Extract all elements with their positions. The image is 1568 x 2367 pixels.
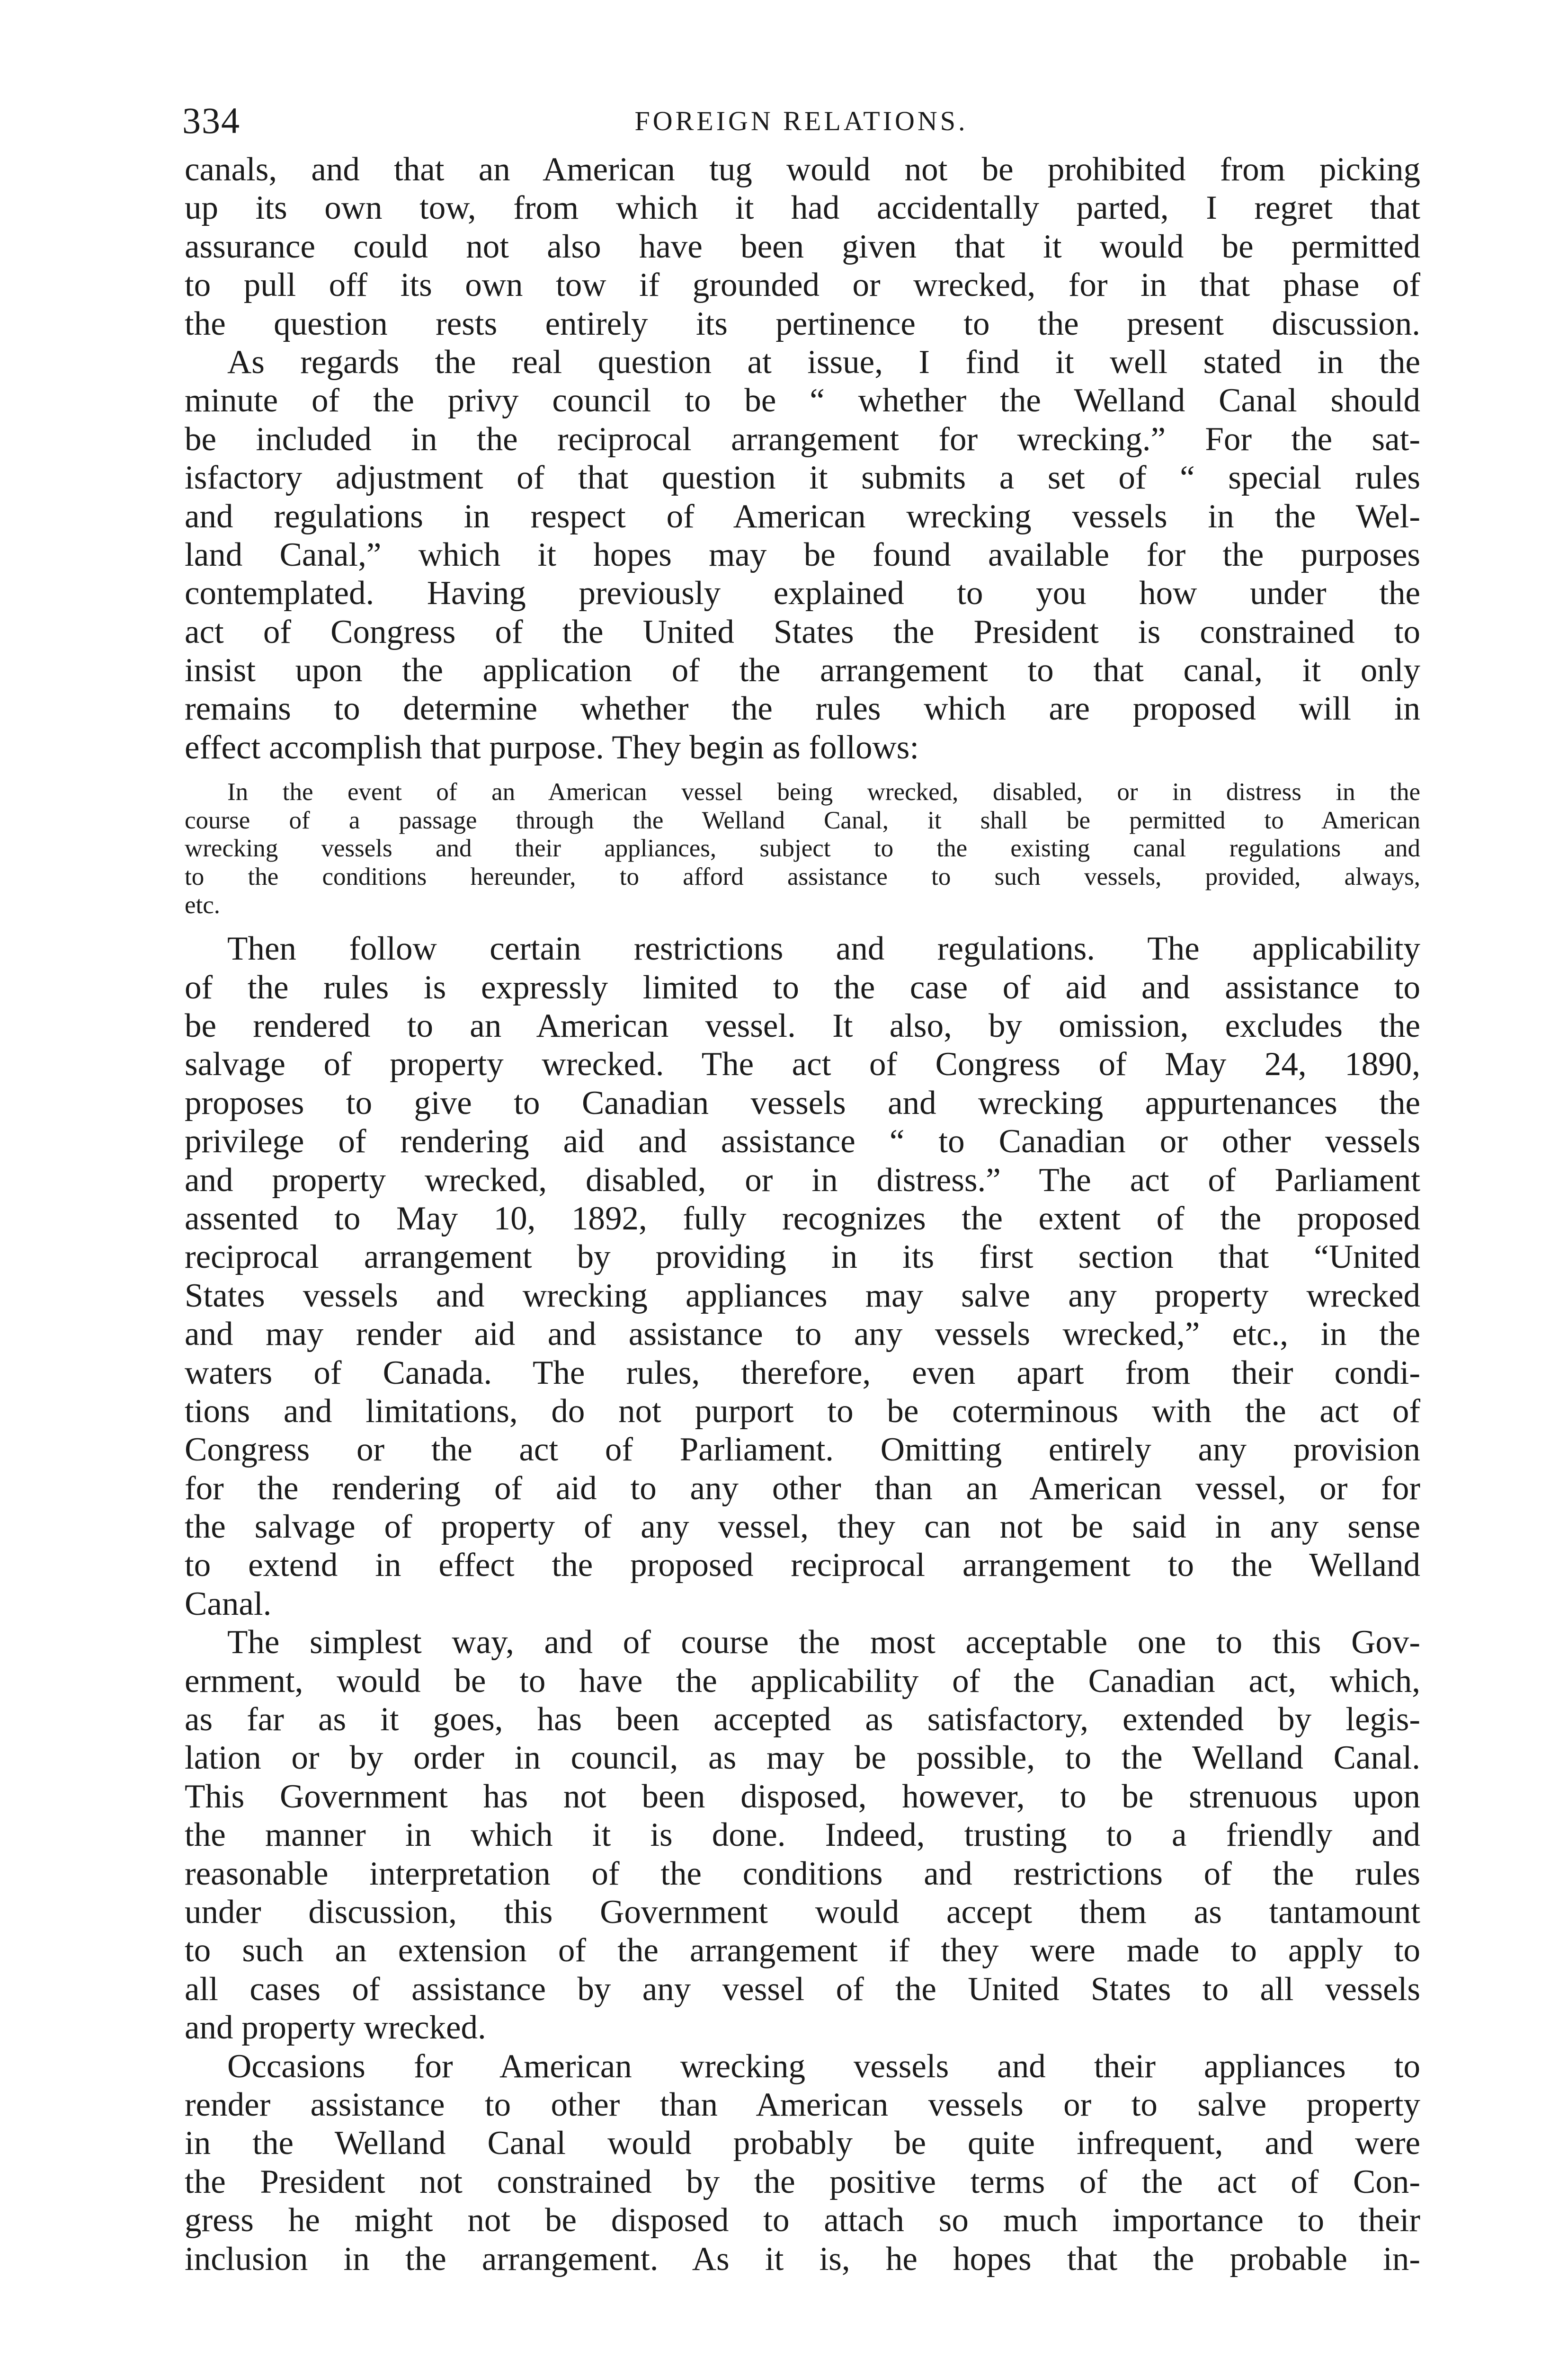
text-line: the President not constrained by the positive terms of the act of Con- — [185, 2163, 1420, 2200]
text-line: States vessels and wrecking appliances may salve any property wrecked — [185, 1277, 1420, 1314]
text-line: the question rests entirely its pertinence to the present discussion. — [185, 305, 1420, 342]
text-line: gress he might not be disposed to attach so much importance to their — [185, 2202, 1420, 2239]
text-line: As regards the real question at issue, I find it well stated in the — [227, 343, 1420, 381]
text-line: salvage of property wrecked. The act of Congress of May 24, 1890, — [185, 1046, 1420, 1083]
text-line: contemplated. Having previously explained to you how under the — [185, 575, 1420, 612]
text-line: proposes to give to Canadian vessels and wrecking appurtenances the — [185, 1084, 1420, 1121]
quote-line: wrecking vessels and their appliances, subject to the existing canal regulations and — [185, 835, 1420, 863]
text-line: the manner in which it is done. Indeed, trusting to a friendly and — [185, 1816, 1420, 1854]
text-line: up its own tow, from which it had accidentally parted, I regret that — [185, 189, 1420, 227]
text-line: in the Welland Canal would probably be quite infrequent, and were — [185, 2125, 1420, 2162]
text-line: to extend in effect the proposed reciprocal arrangement to the Welland — [185, 1547, 1420, 1584]
block-quote — [185, 778, 1420, 919]
text-line: Congress or the act of Parliament. Omitting entirely any provision — [185, 1431, 1420, 1468]
body-text — [185, 151, 1420, 2278]
text-line: Occasions for American wrecking vessels and their appliances to — [227, 2047, 1420, 2085]
text-line: remains to determine whether the rules which are proposed will in — [185, 690, 1420, 728]
text-line: isfactory adjustment of that question it submits a set of “ special rules — [185, 459, 1420, 497]
text-line: be rendered to an American vessel. It also, by omission, excludes the — [185, 1007, 1420, 1044]
paragraph-3 — [185, 930, 1420, 1623]
running-head — [182, 97, 1420, 149]
text-line: under discussion, this Government would accept them as tantamount — [185, 1893, 1420, 1931]
text-line: lation or by order in council, as may be possible, to the Welland Canal. — [185, 1739, 1420, 1777]
text-line: effect accomplish that purpose. They begin as follows: — [185, 729, 919, 766]
text-line: render assistance to other than American vessels or to salve property — [185, 2086, 1420, 2123]
text-line: as far as it goes, has been accepted as satisfactory, extended by legis- — [185, 1701, 1420, 1738]
text-line: for the rendering of aid to any other than an American vessel, or for — [185, 1469, 1420, 1507]
text-line: assurance could not also have been given that it would be permitted — [185, 228, 1420, 265]
text-line: assented to May 10, 1892, fully recognizes the extent of the proposed — [185, 1200, 1420, 1237]
text-line: to such an extension of the arrangement if they were made to apply to — [185, 1932, 1420, 1969]
text-line: inclusion in the arrangement. As it is, he hopes that the probable in- — [185, 2240, 1420, 2278]
text-line: to pull off its own tow if grounded or wrecked, for in that phase of — [185, 267, 1420, 304]
text-line: privilege of rendering aid and assistance “ to Canadian or other vessels — [185, 1123, 1420, 1160]
text-line: reciprocal arrangement by providing in its first section that “United — [185, 1238, 1420, 1276]
text-line: and property wrecked. — [185, 2009, 486, 2047]
text-line: canals, and that an American tug would not be prohibited from picking — [185, 151, 1420, 188]
text-line: The simplest way, and of course the most acceptable one to this Gov- — [227, 1624, 1420, 1661]
quote-line: etc. — [185, 891, 221, 919]
paragraph-2 — [185, 343, 1420, 767]
text-line: Then follow certain restrictions and regulations. The applicability — [227, 930, 1420, 968]
text-line: and regulations in respect of American wrecking vessels in the Wel- — [185, 498, 1420, 535]
text-line: the salvage of property of any vessel, they can not be said in any sense — [185, 1508, 1420, 1546]
text-line: Canal. — [185, 1585, 272, 1622]
quote-line: course of a passage through the Welland Canal, it shall be permitted to American — [185, 806, 1420, 834]
paragraph-1 — [185, 151, 1420, 343]
text-line: be included in the reciprocal arrangement for wrecking.” For the sat- — [185, 420, 1420, 458]
text-line: of the rules is expressly limited to the case of aid and assistance to — [185, 969, 1420, 1006]
paragraph-5 — [185, 2047, 1420, 2278]
text-line: reasonable interpretation of the conditions and restrictions of the rules — [185, 1855, 1420, 1892]
text-line: and property wrecked, disabled, or in distress.” The act of Parliament — [185, 1161, 1420, 1199]
quote-line: to the conditions hereunder, to afford assistance to such vessels, provided, always, — [185, 863, 1420, 891]
text-line: all cases of assistance by any vessel of the United States to all vessels — [185, 1970, 1420, 2008]
text-line: This Government has not been disposed, however, to be strenuous upon — [185, 1778, 1420, 1815]
quote-line: In the event of an American vessel being wrecked, disabled, or in distress in the — [227, 778, 1420, 806]
text-line: insist upon the application of the arrangement to that canal, it only — [185, 652, 1420, 689]
paragraph-4 — [185, 1623, 1420, 2047]
page-number: 334 — [182, 100, 241, 141]
text-line: minute of the privy council to be “ whether the Welland Canal should — [185, 382, 1420, 419]
text-line: tions and limitations, do not purport to be coterminous with the act of — [185, 1392, 1420, 1430]
text-line: act of Congress of the United States the President is constrained to — [185, 613, 1420, 650]
text-line: waters of Canada. The rules, therefore, even apart from their condi- — [185, 1354, 1420, 1391]
page-title: FOREIGN RELATIONS. — [634, 106, 968, 136]
text-line: land Canal,” which it hopes may be found available for the purposes — [185, 536, 1420, 573]
text-line: ernment, would be to have the applicability of the Canadian act, which, — [185, 1662, 1420, 1700]
text-line: and may render aid and assistance to any vessels wrecked,” etc., in the — [185, 1316, 1420, 1353]
